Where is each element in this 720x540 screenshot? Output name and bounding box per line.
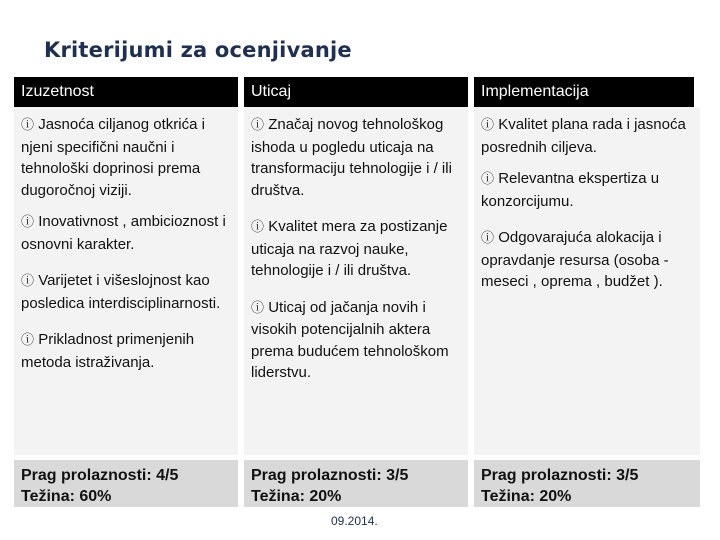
criterion-item: ⓘ Inovativnost , ambicioznost i osnovni karakter. xyxy=(21,213,226,253)
column-header-izuzetnost: Izuzetnost xyxy=(14,77,244,107)
criterion-item: ⓘ Uticaj od jačanja novih i visokih potencijalnih aktera prema budućem tehnološkom liderstvu. xyxy=(251,298,449,381)
column-footer-izuzetnost xyxy=(14,455,244,507)
criterion-item: ⓘ Odgovarajuća alokacija i opravdanje resursa (osoba - meseci , oprema , budžet ). xyxy=(481,229,669,290)
criterion-item: ⓘ Jasnoća ciljanog otkrića i njeni specifični naučni i tehnološki doprinosi prema dugoročnoj viziji. xyxy=(21,116,205,199)
page-title: Kriterijumi za ocenjivanje xyxy=(44,38,352,62)
pass-threshold: Prag prolaznosti: 4/5 xyxy=(21,467,179,484)
weight: Težina: 60% xyxy=(21,488,112,505)
warning-circle-icon: ⓘ xyxy=(481,172,495,187)
warning-circle-icon: ⓘ xyxy=(251,118,265,133)
warning-circle-icon: ⓘ xyxy=(481,118,495,133)
column-body-uticaj xyxy=(244,107,474,455)
pass-threshold: Prag prolaznosti: 3/5 xyxy=(481,467,639,484)
warning-circle-icon: ⓘ xyxy=(251,300,265,316)
warning-circle-icon: ⓘ xyxy=(21,274,35,289)
column-body-izuzetnost xyxy=(14,107,244,455)
warning-circle-icon: ⓘ xyxy=(21,333,35,348)
column-footer-uticaj xyxy=(244,455,474,507)
criterion-item: ⓘ Kvalitet plana rada i jasnoća posrednih ciljeva. xyxy=(481,116,686,156)
column-body-implementacija xyxy=(474,107,700,455)
column-footer-implementacija xyxy=(474,455,700,507)
weight: Težina: 20% xyxy=(481,488,572,505)
criterion-item: ⓘ Značaj novog tehnološkog ishoda u pogledu uticaja na transformaciju tehnologije i / ili društva. xyxy=(251,116,452,199)
column-header-uticaj: Uticaj xyxy=(244,77,474,107)
column-header-implementacija: Implementacija xyxy=(474,77,700,107)
warning-circle-icon: ⓘ xyxy=(251,220,265,235)
warning-circle-icon: ⓘ xyxy=(481,231,495,246)
criterion-item: ⓘ Varijetet i višeslojnost kao posledica interdisciplinarnosti. xyxy=(21,272,221,312)
warning-circle-icon: ⓘ xyxy=(21,215,35,230)
warning-circle-icon: ⓘ xyxy=(21,118,35,133)
criterion-item: ⓘ Kvalitet mera za postizanje uticaja na razvoj nauke, tehnologije i / ili društva. xyxy=(251,218,448,279)
footer-date: 09.2014. xyxy=(331,514,378,528)
criterion-item: ⓘ Relevantna ekspertiza u konzorcijumu. xyxy=(481,170,660,210)
criteria-table xyxy=(14,77,700,507)
pass-threshold: Prag prolaznosti: 3/5 xyxy=(251,467,409,484)
weight: Težina: 20% xyxy=(251,488,342,505)
criterion-item: ⓘ Prikladnost primenjenih metoda istraživanja. xyxy=(21,331,195,371)
